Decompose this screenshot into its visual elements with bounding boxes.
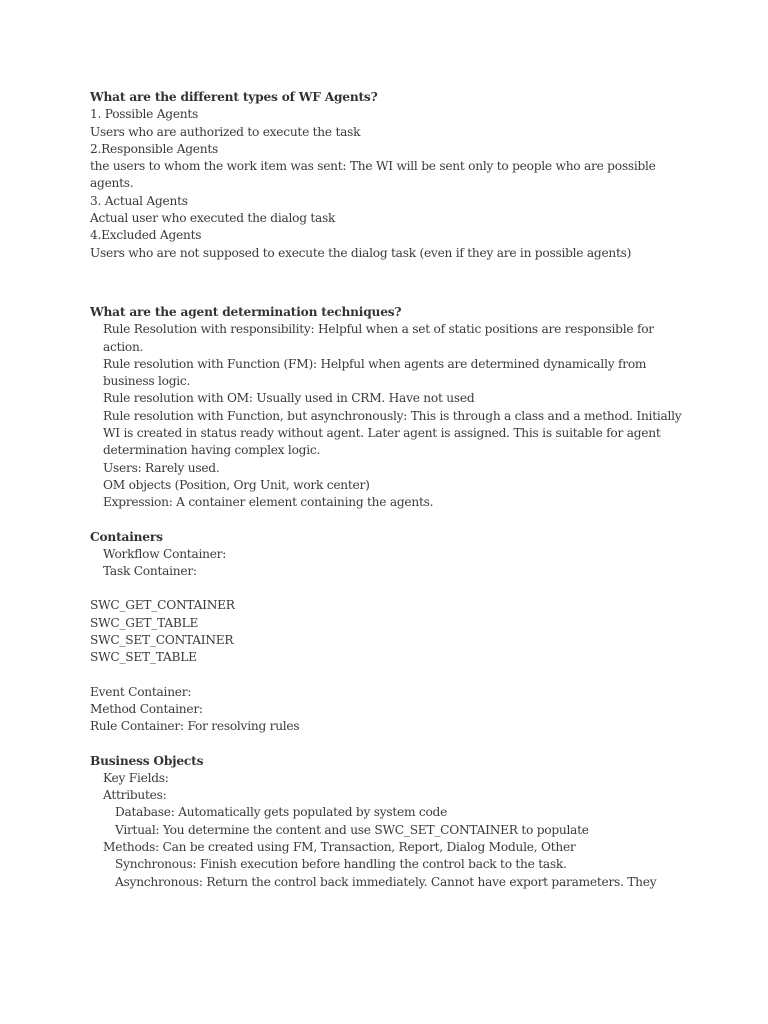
macro-line: SWC_SET_CONTAINER (90, 633, 234, 648)
list-item: OM objects (Position, Org Unit, work center) (103, 477, 370, 492)
text-line: Rule Container: For resolving rules (90, 719, 300, 734)
list-item: Rule resolution with OM: Usually used in CRM. Have not used (103, 391, 475, 406)
list-item: Task Container: (103, 564, 197, 579)
list-item: Synchronous: Finish execution before handling the control back to the task. (115, 857, 567, 872)
text-line: 2.Responsible Agents (90, 141, 219, 156)
list-item: Rule resolution with Function, but asynchronously: This is through a class and a method. Initially WI is created in status ready without agent. Later agent is assigned. This is suitable for agent determination having complex logic. (103, 408, 686, 458)
heading-business-objects: Business Objects (90, 753, 204, 768)
macro-line: SWC_GET_CONTAINER (90, 598, 235, 613)
list-item: Key Fields: (103, 770, 169, 785)
text-line: the users to whom the work item was sent: The WI will be sent only to people who are possible agents. (90, 159, 660, 191)
list-item: Rule Resolution with responsibility: Helpful when a set of static positions are responsible for action. (103, 322, 658, 354)
macro-line: SWC_GET_TABLE (90, 615, 199, 630)
text-line: 3. Actual Agents (90, 193, 188, 208)
text-line: Users who are not supposed to execute the dialog task (even if they are in possible agents) (90, 245, 632, 260)
text-line: Actual user who executed the dialog task (90, 211, 336, 226)
heading-wf-agents: What are the different types of WF Agents? (90, 90, 378, 104)
heading-agent-determination: What are the agent determination techniques? (90, 304, 402, 319)
list-item: Virtual: You determine the content and use SWC_SET_CONTAINER to populate (115, 822, 589, 837)
document-page (90, 89, 690, 891)
list-item: Attributes: (103, 788, 167, 803)
list-item: Users: Rarely used. (103, 460, 220, 475)
list-item: Database: Automatically gets populated by system code (115, 805, 448, 820)
text-line: 1. Possible Agents (90, 107, 199, 122)
text-line: Method Container: (90, 701, 203, 716)
text-line: Users who are authorized to execute the task (90, 124, 361, 139)
list-item: Expression: A container element containing the agents. (103, 495, 434, 510)
list-item: Rule resolution with Function (FM): Helpful when agents are determined dynamically from business logic. (103, 356, 650, 389)
text-line: 4.Excluded Agents (90, 228, 202, 243)
macro-line: SWC_SET_TABLE (90, 650, 197, 665)
heading-containers: Containers (90, 529, 163, 544)
list-item: Asynchronous: Return the control back immediately. Cannot have export parameters. They (115, 874, 657, 889)
list-item: Workflow Container: (103, 546, 227, 561)
text-line: Event Container: (90, 684, 192, 699)
list-item: Methods: Can be created using FM, Transaction, Report, Dialog Module, Other (103, 839, 576, 854)
